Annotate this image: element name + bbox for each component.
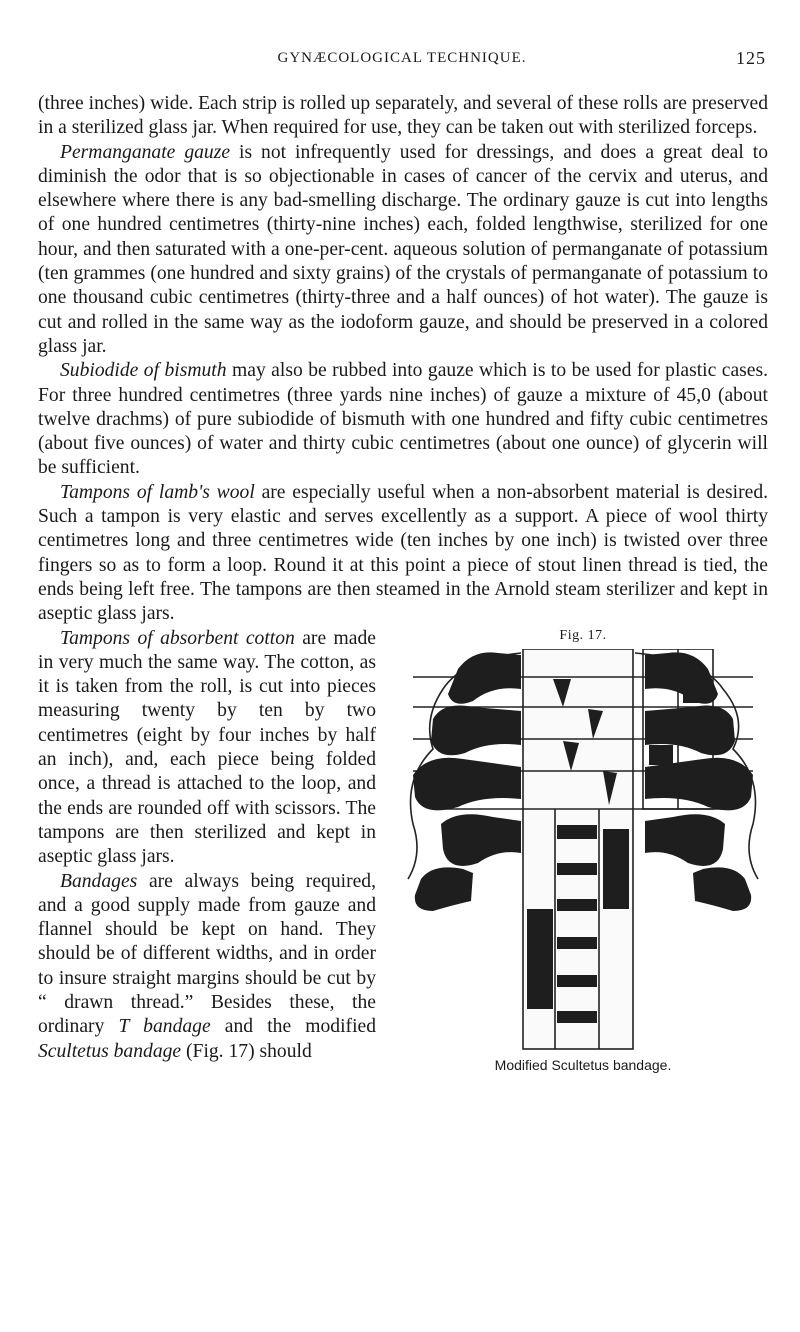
paragraph-1: (three inches) wide. Each strip is rolled up separately, and several of these rolls are preserved in a sterilized glass jar. When required for use, they can be taken out with sterilized forceps. — [38, 93, 768, 139]
figure-caption: Modified Scultetus bandage. — [494, 1056, 672, 1073]
term-absorbent-cotton: Tampons of absorbent cotton — [60, 627, 295, 649]
paragraph-2 — [38, 141, 768, 360]
term-scultetus: Scultetus bandage — [38, 1040, 182, 1062]
running-title: GYNÆCOLOGICAL TECHNIQUE. — [277, 50, 527, 66]
figure-17 — [398, 627, 768, 1075]
paragraph-6-text: are always being required, and a good supply made from gauze and flannel should be kept on hand. They should be of different widths, and in order to insure straight margins should be cut by “ drawn thread.” Besides these, the ordinary — [38, 870, 376, 1038]
paragraph-6-mid: and the modified — [210, 1016, 377, 1038]
term-subiodide: Subiodide of bismuth — [60, 360, 227, 382]
term-lambs-wool: Tampons of lamb's wool — [60, 481, 255, 503]
running-header — [38, 50, 766, 80]
paragraph-4-text: are especially useful when a non-absorbent material is desired. Such a tampon is very elastic and serves excellently as a support. A piece of wool thirty centimetres long and three centimetres wide (ten inches by one inch) is twisted over three fingers so as to form a loop. Round it at this point a piece of stout linen thread is tied, the ends being left free. The tampons are then steamed in the Arnold steam sterilizer and kept in aseptic glass jars. — [38, 481, 769, 625]
paragraph-3-text: may also be rubbed into gauze which is to be used for plastic cases. For three hundred centimetres (three yards nine inches) of gauze a mixture of 45,0 (about twelve drachms) of pure subiodide of bismuth with one hundred and fifty cubic centimetres (about five ounces) of water and thirty cubic centimetres (about one ounce) of glycerin will be sufficient. — [38, 360, 768, 479]
paragraph-2-text: is not infrequently used for dressings, and does a great deal to diminish the odor that is so objectionable in cases of cancer of the cervix and uterus, and elsewhere where there is any bad-smelling discharge. The ordinary gauze is cut into lengths of one hundred centimetres (thirty-nine inches) each, folded lengthwise, sterilized for one hour, and then saturated with a one-per-cent. aqueous solution of permanganate of potassium (ten grammes (one hundred and sixty grains) of the crystals of permanganate of potassium to one thousand cubic centimetres (thirty-three and a half ounces) of hot water). The gauze is cut and rolled in the same way as the iodoform gauze, and should be preserved in a colored glass jar. — [38, 141, 768, 357]
page-number: 125 — [736, 48, 766, 68]
term-bandages: Bandages — [60, 870, 138, 892]
body-text — [38, 92, 768, 1075]
paragraph-3 — [38, 359, 768, 480]
figure-label: Fig. 17. — [559, 627, 607, 643]
term-t-bandage: T bandage — [118, 1016, 211, 1038]
term-permanganate-gauze: Permanganate gauze — [60, 141, 231, 163]
scultetus-bandage-illustration — [403, 649, 763, 1055]
paragraph-6-end: (Fig. 17) should — [181, 1040, 312, 1062]
paragraph-4 — [38, 481, 768, 627]
paragraph-5-text: are made in very much the same way. The cotton, as it is taken from the roll, is cut into pieces measuring twenty by ten by two centimetres (eight by four inches by half an inch), and, each piece being folded once, a thread is attached to the loop, and the ends are rounded off with scissors. The tampons are then sterilized and kept in aseptic glass jars. — [38, 627, 376, 868]
